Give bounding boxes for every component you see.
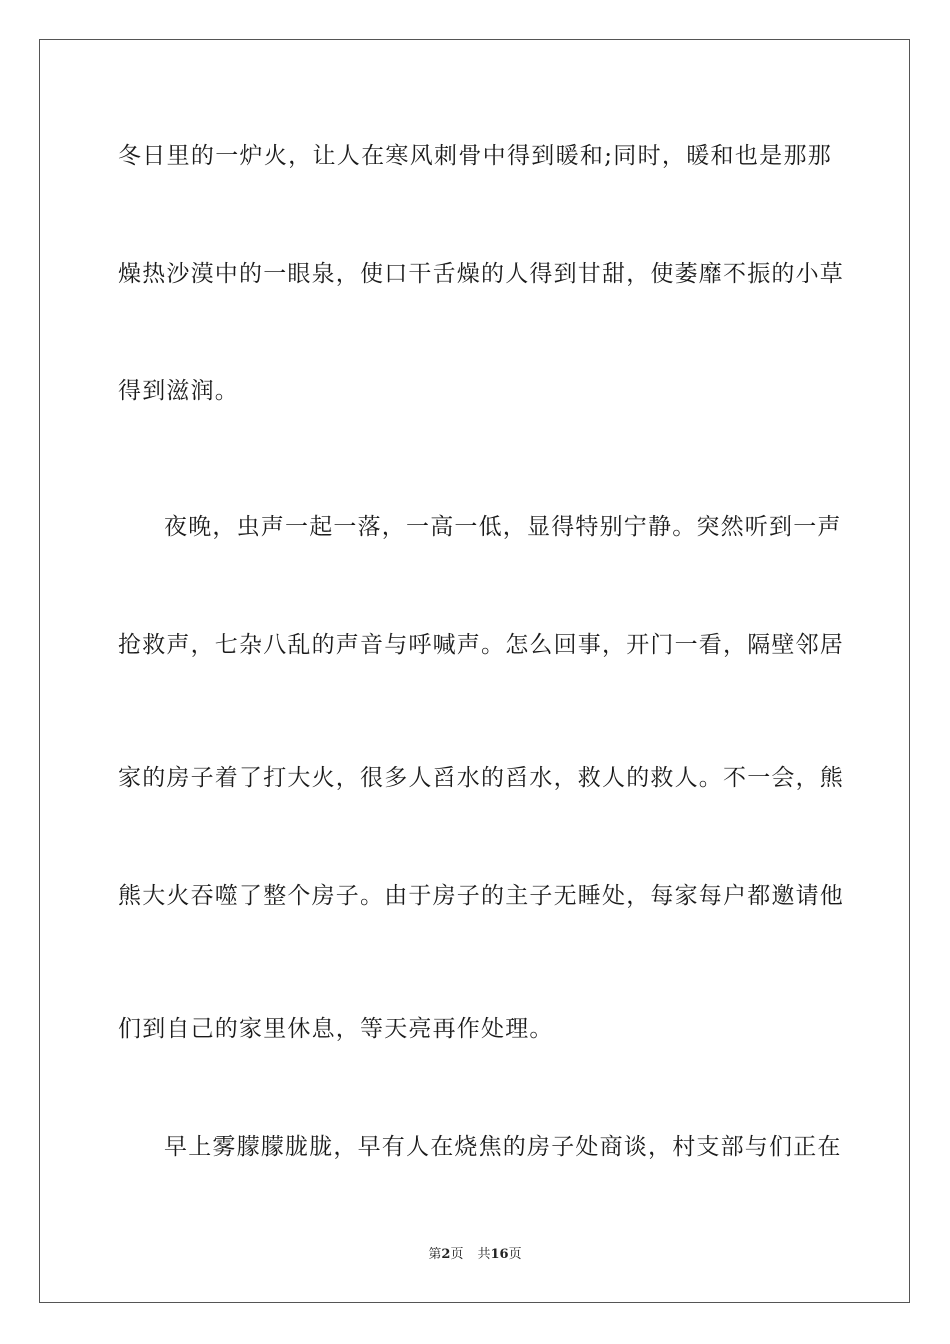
text-line-7: 熊大火吞噬了整个房子。由于房子的主子无睡处，每家每户都邀请他 [118,883,844,909]
text-line-4: 夜晚，虫声一起一落，一高一低，显得特别宁静。突然听到一声 [164,514,842,540]
text-line-3: 得到滋润。 [118,378,239,404]
text-line-8: 们到自己的家里休息，等天亮再作处理。 [118,1016,554,1042]
page-number: 2 [441,1247,451,1262]
page-suffix: 页 [450,1247,464,1262]
page-footer [0,1246,950,1264]
text-line-9: 早上雾朦朦胧胧，早有人在烧焦的房子处商谈，村支部与们正在 [164,1134,842,1160]
total-suffix: 页 [508,1247,522,1262]
total-pages: 16 [490,1247,509,1262]
text-line-2: 燥热沙漠中的一眼泉，使口干舌燥的人得到甘甜，使萎靡不振的小草 [118,261,844,287]
page-prefix: 第 [428,1247,442,1262]
text-line-6: 家的房子着了打大火，很多人舀水的舀水，救人的救人。不一会，熊 [118,765,844,791]
total-prefix: 共 [477,1247,491,1262]
page-border [39,39,910,1303]
text-line-5: 抢救声，七杂八乱的声音与呼喊声。怎么回事，开门一看，隔壁邻居 [118,632,844,658]
text-line-1: 冬日里的一炉火，让人在寒风刺骨中得到暖和;同时，暖和也是那那 [118,143,832,169]
